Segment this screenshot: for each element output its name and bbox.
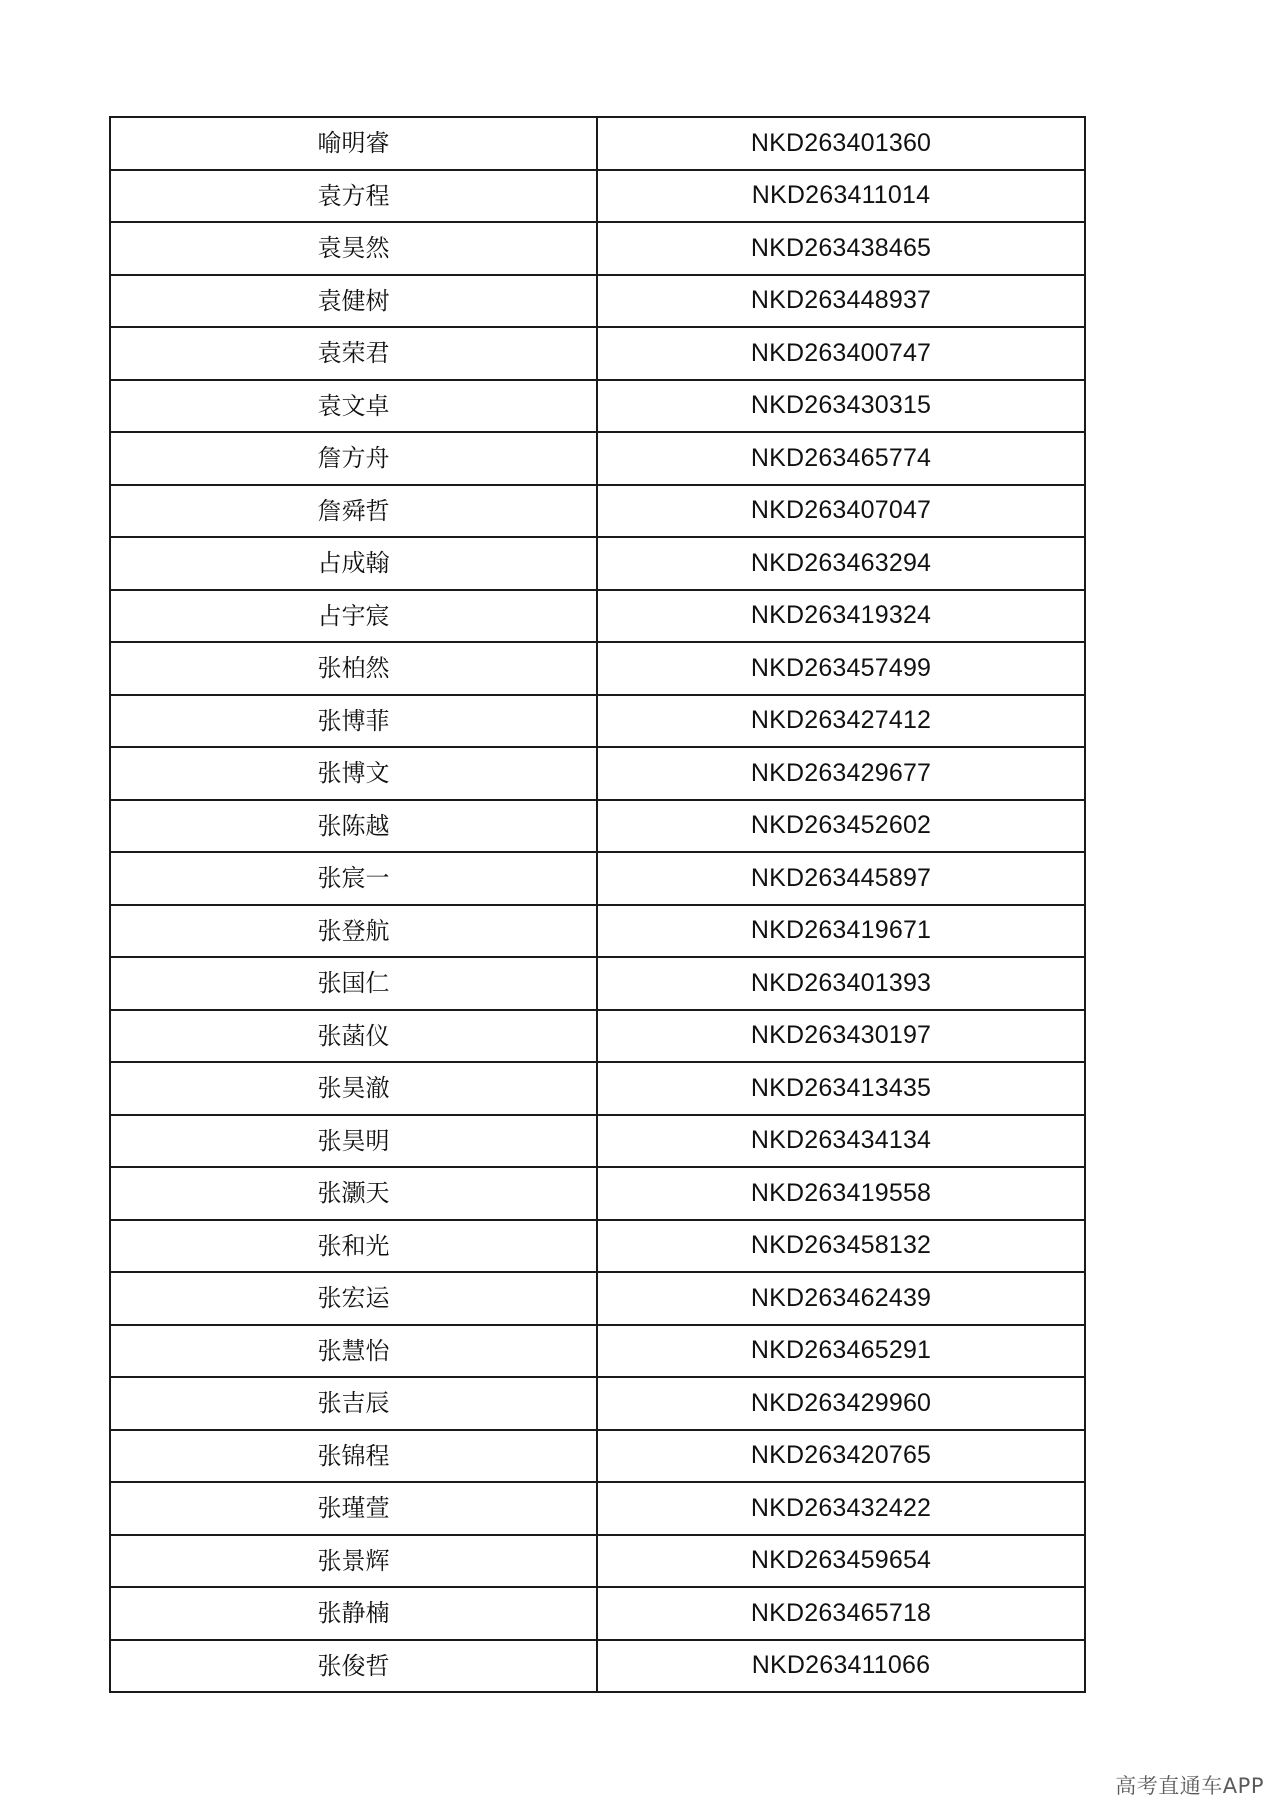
name-cell — [110, 1377, 597, 1430]
table-row — [110, 1535, 1085, 1588]
id-cell — [597, 1587, 1085, 1640]
student-name: 张瑾萱 — [317, 1494, 390, 1523]
name-cell — [110, 537, 597, 590]
id-cell — [597, 747, 1085, 800]
registration-number: NKD263448937 — [750, 286, 932, 315]
name-cell — [110, 222, 597, 275]
table-row — [110, 800, 1085, 853]
table-row — [110, 590, 1085, 643]
name-cell — [110, 1640, 597, 1693]
id-cell — [597, 957, 1085, 1010]
name-cell — [110, 1062, 597, 1115]
registration-number: NKD263401360 — [750, 128, 932, 157]
registration-number: NKD263458132 — [750, 1231, 932, 1260]
student-list-table-container — [109, 116, 1084, 1693]
student-name: 张国仁 — [317, 969, 390, 998]
id-cell — [597, 1010, 1085, 1063]
registration-number: NKD263430315 — [750, 391, 932, 420]
name-cell — [110, 327, 597, 380]
id-cell — [597, 380, 1085, 433]
name-cell — [110, 957, 597, 1010]
student-name: 袁方程 — [317, 181, 390, 210]
registration-number: NKD263427412 — [750, 706, 932, 735]
name-cell — [110, 1010, 597, 1063]
registration-number: NKD263413435 — [750, 1073, 932, 1102]
id-cell — [597, 852, 1085, 905]
student-name: 张吉辰 — [317, 1389, 390, 1418]
registration-number: NKD263419324 — [750, 601, 932, 630]
name-cell — [110, 485, 597, 538]
table-row — [110, 117, 1085, 170]
student-name: 张俊哲 — [317, 1651, 390, 1680]
registration-number: NKD263407047 — [750, 496, 932, 525]
name-cell — [110, 747, 597, 800]
name-cell — [110, 1167, 597, 1220]
student-name: 张昊明 — [317, 1126, 390, 1155]
registration-number: NKD263411066 — [751, 1651, 931, 1680]
name-cell — [110, 1587, 597, 1640]
id-cell — [597, 590, 1085, 643]
student-name: 喻明睿 — [317, 129, 390, 158]
table-row — [110, 380, 1085, 433]
student-name: 袁昊然 — [317, 234, 390, 263]
id-cell — [597, 905, 1085, 958]
table-row — [110, 1377, 1085, 1430]
registration-number: NKD263465774 — [750, 443, 932, 472]
registration-number: NKD263463294 — [750, 548, 932, 577]
id-cell — [597, 1167, 1085, 1220]
student-name: 张静楠 — [317, 1599, 390, 1628]
registration-number: NKD263459654 — [750, 1546, 932, 1575]
student-name: 张景辉 — [317, 1546, 390, 1575]
registration-number: NKD263401393 — [750, 968, 932, 997]
name-cell — [110, 432, 597, 485]
id-cell — [597, 800, 1085, 853]
student-name: 詹方舟 — [317, 444, 390, 473]
id-cell — [597, 275, 1085, 328]
table-row — [110, 1220, 1085, 1273]
registration-number: NKD263465718 — [750, 1598, 932, 1627]
table-row — [110, 432, 1085, 485]
registration-number: NKD263419671 — [750, 916, 932, 945]
registration-number: NKD263465291 — [750, 1336, 932, 1365]
student-list-table — [109, 116, 1086, 1693]
table-row — [110, 485, 1085, 538]
registration-number: NKD263420765 — [750, 1441, 932, 1470]
id-cell — [597, 117, 1085, 170]
name-cell — [110, 170, 597, 223]
student-name: 占成翰 — [317, 549, 390, 578]
table-row — [110, 1587, 1085, 1640]
registration-number: NKD263438465 — [750, 233, 932, 262]
table-row — [110, 957, 1085, 1010]
name-cell — [110, 800, 597, 853]
name-cell — [110, 117, 597, 170]
id-cell — [597, 1325, 1085, 1378]
student-name: 张宸一 — [317, 864, 390, 893]
id-cell — [597, 1220, 1085, 1273]
registration-number: NKD263434134 — [750, 1126, 932, 1155]
registration-number: NKD263429960 — [750, 1388, 932, 1417]
name-cell — [110, 852, 597, 905]
table-row — [110, 222, 1085, 275]
table-row — [110, 642, 1085, 695]
name-cell — [110, 1115, 597, 1168]
table-row — [110, 327, 1085, 380]
table-row — [110, 1115, 1085, 1168]
student-name: 张登航 — [317, 916, 390, 945]
student-name: 张陈越 — [317, 811, 390, 840]
table-row — [110, 1640, 1085, 1693]
name-cell — [110, 275, 597, 328]
name-cell — [110, 1430, 597, 1483]
id-cell — [597, 1062, 1085, 1115]
student-name: 袁健树 — [317, 286, 390, 315]
student-name: 袁文卓 — [317, 391, 390, 420]
registration-number: NKD263400747 — [750, 338, 932, 367]
name-cell — [110, 905, 597, 958]
registration-number: NKD263411014 — [751, 181, 931, 210]
name-cell — [110, 590, 597, 643]
id-cell — [597, 1482, 1085, 1535]
id-cell — [597, 1535, 1085, 1588]
student-name: 张宏运 — [317, 1284, 390, 1313]
table-row — [110, 170, 1085, 223]
table-row — [110, 275, 1085, 328]
table-row — [110, 1010, 1085, 1063]
student-name: 张慧怡 — [317, 1336, 390, 1365]
id-cell — [597, 537, 1085, 590]
table-row — [110, 1482, 1085, 1535]
table-row — [110, 695, 1085, 748]
name-cell — [110, 1482, 597, 1535]
student-name: 张柏然 — [317, 654, 390, 683]
name-cell — [110, 642, 597, 695]
table-row — [110, 1430, 1085, 1483]
id-cell — [597, 222, 1085, 275]
student-name: 张菡仪 — [317, 1021, 390, 1050]
student-name: 袁荣君 — [317, 339, 390, 368]
name-cell — [110, 695, 597, 748]
student-name: 张锦程 — [317, 1441, 390, 1470]
registration-number: NKD263452602 — [750, 811, 932, 840]
table-row — [110, 747, 1085, 800]
id-cell — [597, 1430, 1085, 1483]
name-cell — [110, 380, 597, 433]
student-name: 占宇宸 — [317, 601, 390, 630]
name-cell — [110, 1272, 597, 1325]
registration-number: NKD263457499 — [750, 653, 932, 682]
id-cell — [597, 485, 1085, 538]
registration-number: NKD263430197 — [750, 1021, 932, 1050]
student-name: 詹舜哲 — [317, 496, 390, 525]
registration-number: NKD263429677 — [750, 758, 932, 787]
table-row — [110, 852, 1085, 905]
student-name: 张灏天 — [317, 1179, 390, 1208]
id-cell — [597, 432, 1085, 485]
student-name: 张博菲 — [317, 706, 390, 735]
table-row — [110, 1167, 1085, 1220]
id-cell — [597, 695, 1085, 748]
student-name: 张和光 — [317, 1231, 390, 1260]
registration-number: NKD263419558 — [750, 1178, 932, 1207]
registration-number: NKD263445897 — [750, 863, 932, 892]
name-cell — [110, 1220, 597, 1273]
table-row — [110, 905, 1085, 958]
table-row — [110, 537, 1085, 590]
registration-number: NKD263462439 — [750, 1283, 932, 1312]
id-cell — [597, 1377, 1085, 1430]
registration-number: NKD263432422 — [750, 1493, 932, 1522]
table-body — [110, 117, 1085, 1692]
id-cell — [597, 327, 1085, 380]
student-name: 张博文 — [317, 759, 390, 788]
table-row — [110, 1272, 1085, 1325]
id-cell — [597, 170, 1085, 223]
table-row — [110, 1325, 1085, 1378]
table-row — [110, 1062, 1085, 1115]
student-name: 张昊澈 — [317, 1074, 390, 1103]
id-cell — [597, 1640, 1085, 1693]
id-cell — [597, 642, 1085, 695]
name-cell — [110, 1325, 597, 1378]
watermark-text: 高考直通车APP — [1115, 1774, 1264, 1798]
id-cell — [597, 1115, 1085, 1168]
id-cell — [597, 1272, 1085, 1325]
name-cell — [110, 1535, 597, 1588]
